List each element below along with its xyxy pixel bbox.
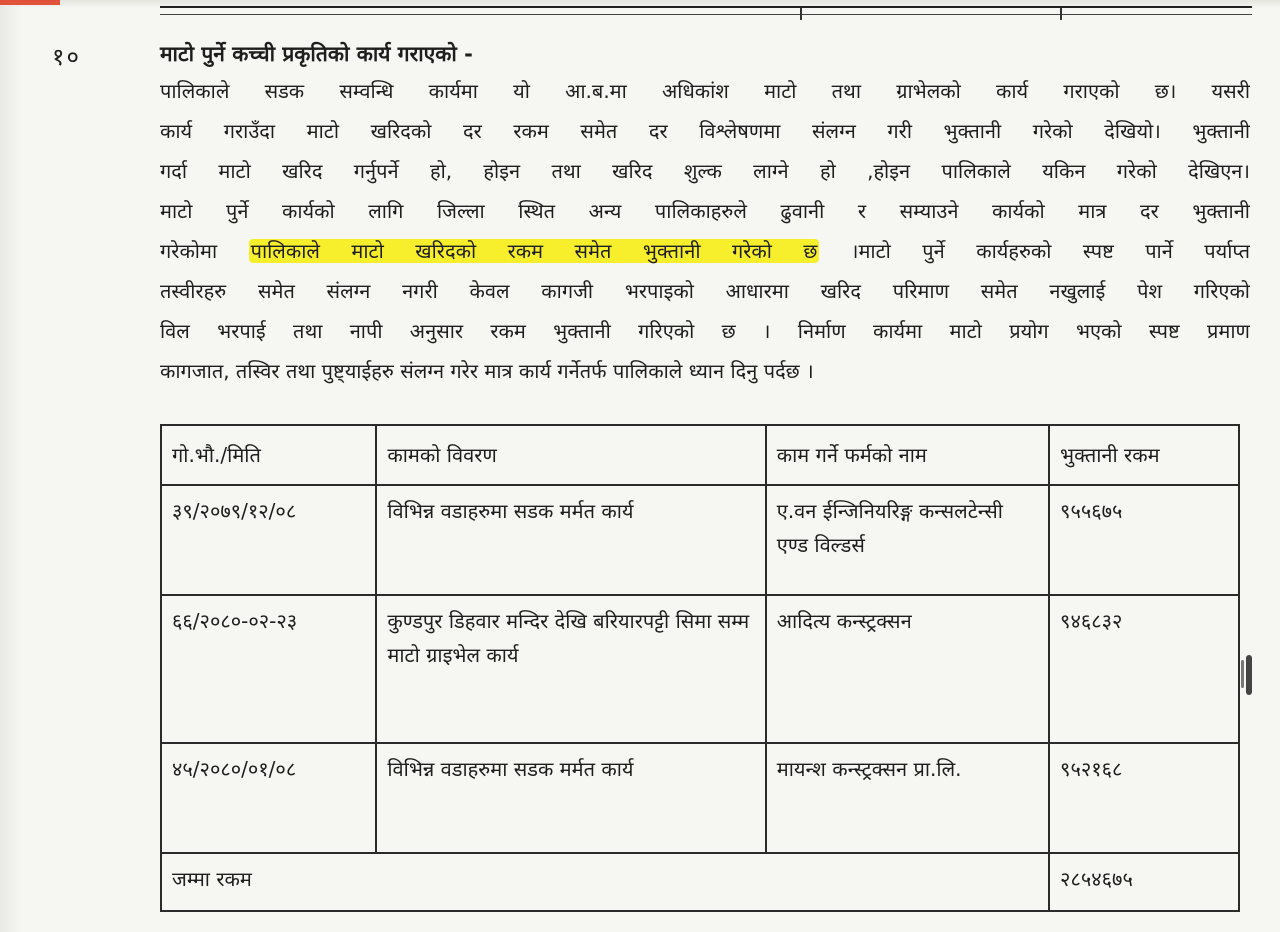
table-row [161, 485, 1239, 595]
red-corner-mark [0, 0, 60, 5]
cell-firm: मायन्श कन्स्ट्रक्सन प्रा.लि. [766, 743, 1049, 853]
paragraph-line: कागजात, तस्विर तथा पुष्ट्याईहरु संलग्न गरेर मात्र कार्य गर्नेतर्फ पालिकाले ध्यान दिनु पर्दछ । [160, 359, 814, 383]
payment-table [160, 424, 1240, 912]
total-label: जम्मा रकम [161, 853, 1049, 911]
table-row [161, 595, 1239, 743]
cell-firm: ए.वन ईन्जिनियरिङ्ग कन्सलटेन्सी एण्ड विल्डर्स [766, 485, 1049, 595]
table-total-row [161, 853, 1239, 911]
cell-date: ६६/२०८०-०२-२३ [161, 595, 376, 743]
page-edge-left [0, 0, 22, 932]
header-description: कामको विवरण [376, 425, 765, 485]
total-amount: २८५४६७५ [1049, 853, 1239, 911]
binding-mark [1241, 660, 1244, 688]
section-heading: माटो पुर्ने कच्ची प्रकृतिको कार्य गराएको - [160, 42, 473, 66]
line-suffix: ।माटो पुर्ने कार्यहरुको स्पष्ट पार्ने पर्याप्त [850, 239, 1250, 263]
table-row [161, 743, 1239, 853]
paragraph-line: कार्य गराउँदा माटो खरिदको दर रकम समेत दर विश्लेषणमा संलग्न गरी भुक्तानी गरेको देखियो। भुक्तानी [160, 119, 1250, 143]
cell-description: विभिन्न वडाहरुमा सडक मर्मत कार्य [376, 485, 765, 595]
section-number: १० [52, 43, 81, 71]
paragraph-line: तस्वीरहरु समेत संलग्न नगरी केवल कागजी भरपाइको आधारमा खरिद परिमाण समेत नखुलाई पेश गरिएको [160, 279, 1250, 303]
top-rule-tick [1060, 8, 1062, 20]
paragraph-line-highlighted [160, 234, 1250, 268]
binding-mark [1246, 655, 1252, 695]
table-header-row [161, 425, 1239, 485]
cell-amount: ९५२१६८ [1049, 743, 1239, 853]
paragraph-line: माटो पुर्ने कार्यको लागि जिल्ला स्थित अन्य पालिकाहरुले ढुवानी र सम्याउने कार्यको मात्र दर भुक्तानी [160, 199, 1250, 223]
cell-amount: ९५५६७५ [1049, 485, 1239, 595]
cell-date: ४५/२०८०/०१/०८ [161, 743, 376, 853]
cell-date: ३९/२०७९/१२/०८ [161, 485, 376, 595]
header-amount: भुक्तानी रकम [1049, 425, 1239, 485]
cell-amount: ९४६८३२ [1049, 595, 1239, 743]
highlighted-text: पालिकाले माटो खरिदको रकम समेत भुक्तानी गरेको छ [250, 239, 818, 263]
cell-description: कुण्डपुर डिहवार मन्दिर देखि बरियारपट्टी सिमा सम्म माटो ग्राइभेल कार्य [376, 595, 765, 743]
cell-firm: आदित्य कन्स्ट्रक्सन [766, 595, 1049, 743]
line-prefix: गरेकोमा [160, 239, 218, 263]
top-table-border [160, 6, 1252, 15]
top-rule-tick [800, 8, 802, 20]
cell-description: विभिन्न वडाहरुमा सडक मर्मत कार्य [376, 743, 765, 853]
paragraph-line: पालिकाले सडक सम्वन्धि कार्यमा यो आ.ब.मा अधिकांश माटो तथा ग्राभेलको कार्य गराएको छ। यसरी [160, 79, 1250, 103]
paragraph-line: विल भरपाई तथा नापी अनुसार रकम भुक्तानी गरिएको छ । निर्माण कार्यमा माटो प्रयोग भएको स्पष्ट प्रमाण [160, 319, 1250, 343]
paragraph-line: गर्दा माटो खरिद गर्नुपर्ने हो, होइन तथा खरिद शुल्क लाग्ने हो ,होइन पालिकाले यकिन गरेको देखिएन। [160, 159, 1250, 183]
header-firm: काम गर्ने फर्मको नाम [766, 425, 1049, 485]
header-date: गो.भौ./मिति [161, 425, 376, 485]
